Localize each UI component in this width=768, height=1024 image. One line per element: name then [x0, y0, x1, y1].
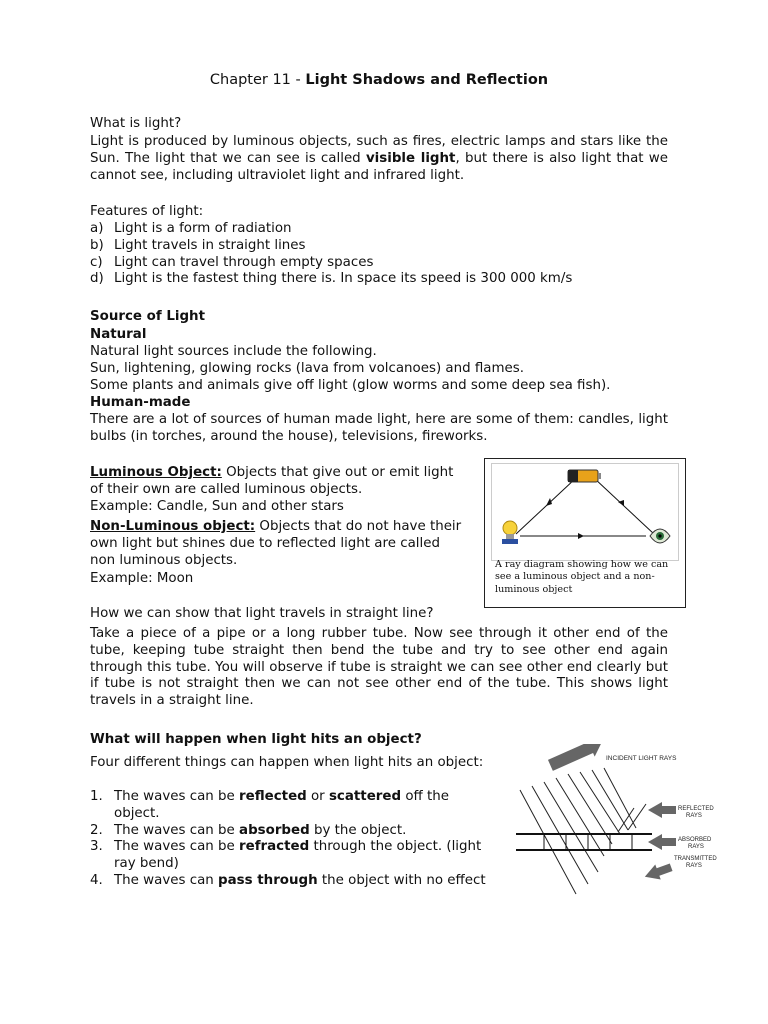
svg-text:RAYS: RAYS [686, 863, 702, 869]
natural-line: Some plants and animals give off light (glow worms and some deep sea fish). [90, 378, 611, 393]
list-item: 2. The waves can be absorbed by the object. [90, 822, 407, 838]
reflected-label: REFLECTED [678, 806, 714, 812]
absorbed-arrow-icon [648, 834, 676, 850]
non-luminous-example: Example: Moon [90, 571, 194, 586]
human-made-paragraph: There are a lot of sources of human made light, here are some of them: candles, light bulbs (in torches, around the house), televisions, fireworks. [90, 412, 668, 444]
natural-heading: Natural [90, 327, 147, 342]
list-item: c) Light can travel through empty spaces [90, 254, 374, 270]
straight-line-question: How we can show that light travels in straight line? [90, 606, 434, 621]
natural-line: Sun, lightening, glowing rocks (lava from volcanoes) and flames. [90, 361, 525, 376]
list-item: 1. The waves can be reflected or scattered off the object. [90, 789, 449, 821]
hits-heading: What will happen when light hits an object? [90, 732, 422, 747]
light-interaction-figure [508, 744, 726, 896]
straight-line-answer: Take a piece of a pipe or a long rubber tube. Now see through it other end of the tube, keeping tube straight then bend the tube and try to see other end again through this tube. You will observe if tube is straight we can see other end clearly but if tube is not straight then we can not see other end of the tube. This shows light travels in a straight line. [90, 626, 668, 709]
list-item: d) Light is the fastest thing there is. In space its speed is 300 000 km/s [90, 271, 573, 287]
sources-heading: Source of Light [90, 309, 205, 324]
intro-heading: What is light? [90, 116, 182, 131]
hits-intro: Four different things can happen when light hits an object: [90, 755, 484, 770]
svg-text:RAYS: RAYS [688, 844, 704, 850]
incident-arrow-icon [546, 744, 605, 775]
luminous-example: Example: Candle, Sun and other stars [90, 499, 344, 514]
ray-diagram-svg [492, 464, 678, 560]
reflected-arrow-icon [648, 802, 676, 818]
non-luminous-term: Non-Luminous object: [90, 519, 256, 534]
luminous-term: Luminous Object: [90, 465, 222, 480]
list-item: 4. The waves can pass through the object with no effect [90, 872, 486, 888]
hits-list [90, 789, 496, 890]
light-bulb-icon [502, 521, 518, 544]
ray-diagram-caption: A ray diagram showing how we can see a luminous object and a non-luminous object [495, 559, 669, 595]
list-item: 3. The waves can be refracted through the object. (light ray bend) [90, 839, 482, 872]
light-interaction-svg [508, 744, 726, 896]
chapter-prefix: Chapter 11 - [209, 72, 306, 88]
svg-text:RAYS: RAYS [686, 813, 702, 819]
chapter-title: Light Shadows and Reflection [305, 72, 549, 88]
ray-diagram-figure [484, 458, 686, 608]
features-heading: Features of light: [90, 204, 204, 219]
natural-line: Natural light sources include the following. [90, 344, 377, 359]
features-list [90, 221, 668, 288]
transmitted-label: TRANSMITTED [674, 856, 717, 862]
list-item: b) Light travels in straight lines [90, 237, 306, 253]
transmitted-arrow-icon [642, 860, 674, 885]
luminous-definition: Luminous Object: Objects that give out or emit light of their own are called luminous objects. [90, 465, 454, 497]
page-title [90, 72, 668, 88]
human-made-heading: Human-made [90, 395, 191, 410]
absorbed-label: ABSORBED [678, 837, 712, 843]
ray-diagram-image [491, 463, 679, 561]
battery-icon [568, 470, 601, 482]
list-item: a) Light is a form of radiation [90, 221, 292, 236]
intro-paragraph: Light is produced by luminous objects, such as fires, electric lamps and stars like the Sun. The light that we can see is called visible light, but there is also light that we cannot see, including ultraviolet light and infrared light. [90, 134, 668, 183]
non-luminous-definition: Non-Luminous object: Objects that do not have their own light but shines due to reflected light are called non luminous objects. [90, 519, 462, 568]
visible-light-term: visible light [365, 150, 456, 166]
incident-label: INCIDENT LIGHT RAYS [606, 755, 677, 762]
